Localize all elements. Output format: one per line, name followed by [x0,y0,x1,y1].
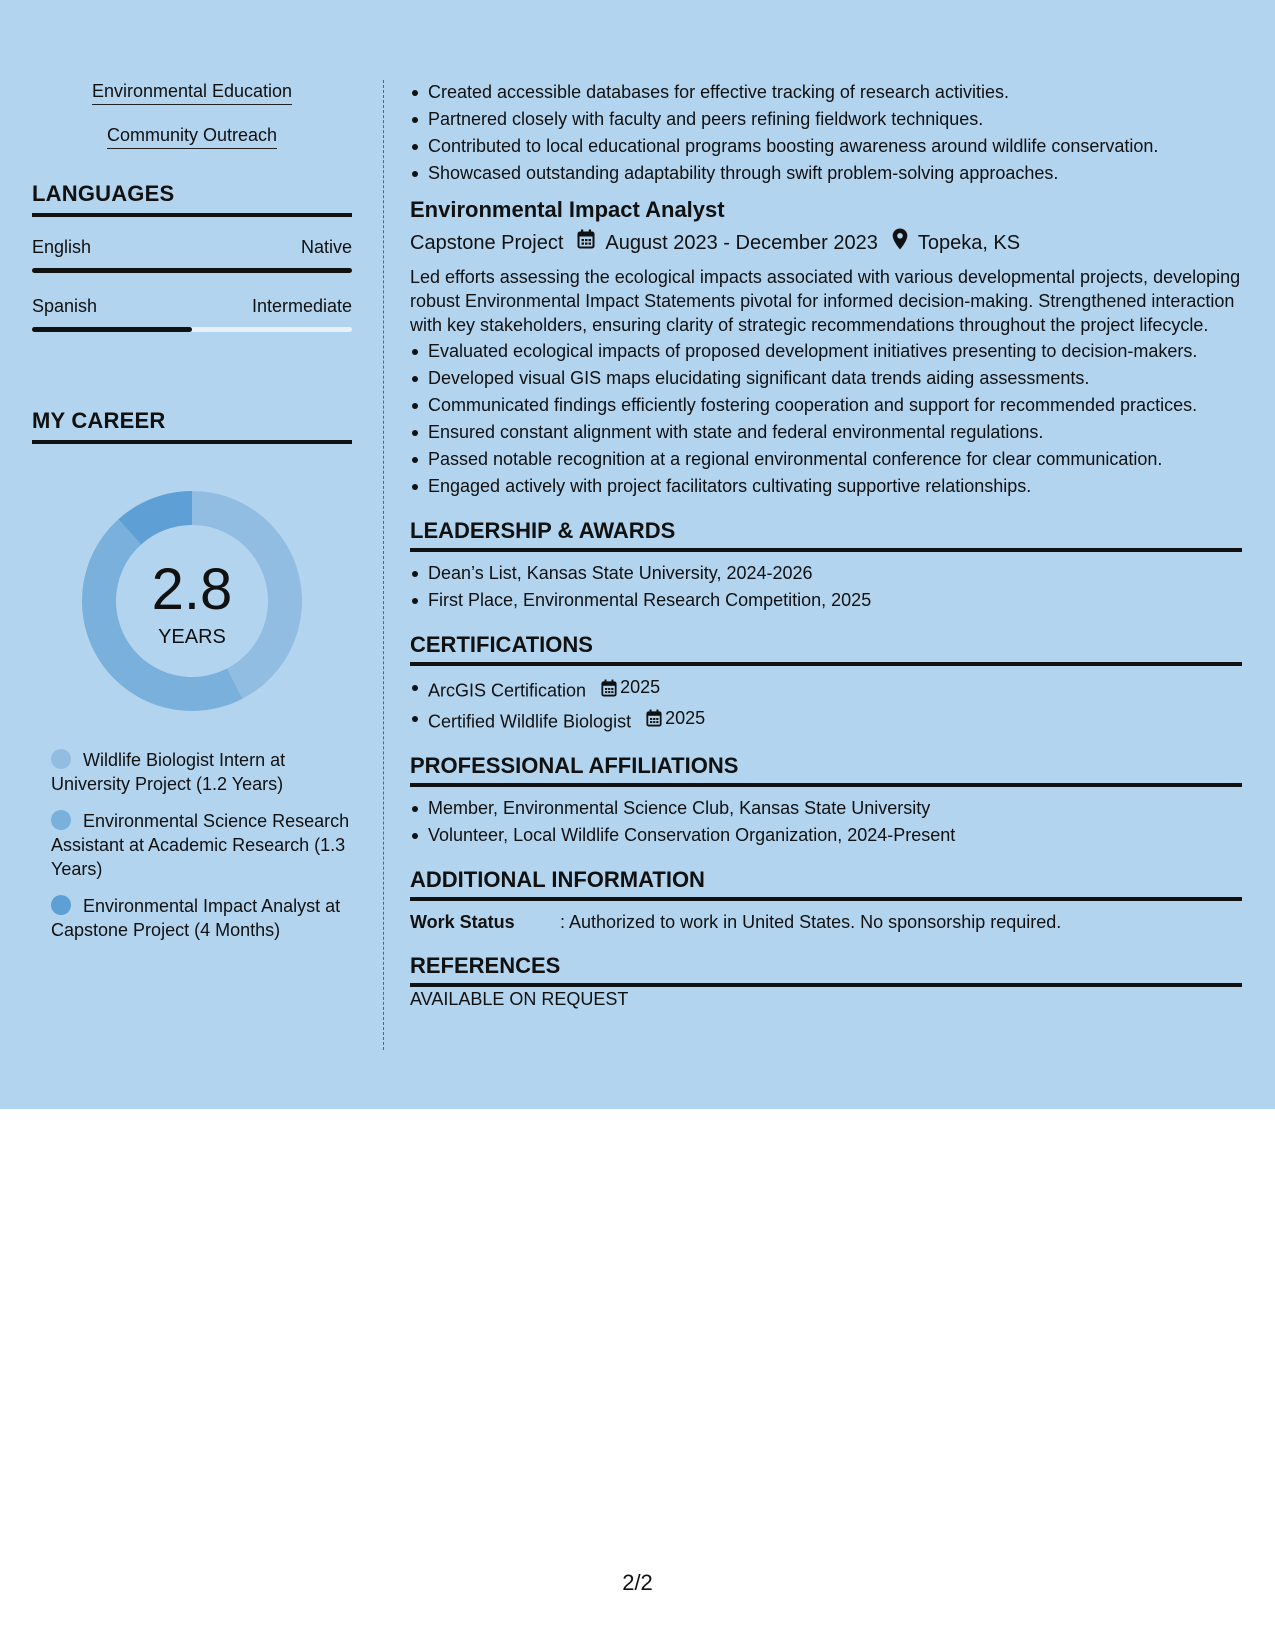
leadership-section [410,517,1242,613]
calendar-icon [577,229,595,256]
language-item [32,237,352,273]
job-description: Led efforts assessing the ecological impacts associated with various developmental projects, developing robust Environmental Impact Statements pivotal for informed decision-making. Strengthened interaction with key stakeholders, ensuring clarity of strategic recommendations throughout the project lifecycle. [410,267,1241,335]
certifications-section [410,631,1242,734]
language-bar-fill [32,327,192,332]
certification-year: 2025 [665,707,706,728]
language-bar [32,268,352,273]
job-title: Environmental Impact Analyst [410,197,725,222]
bullet-item: Ensured constant alignment with state and federal environmental regulations. [410,420,1242,445]
bullet-item: Partnered closely with faculty and peers refining fieldwork techniques. [410,107,1242,132]
languages-section [32,181,352,332]
bullet-item: First Place, Environmental Research Competition, 2025 [410,588,1242,613]
job-dates: August 2023 - December 2023 [605,231,878,254]
bullet-item: Dean’s List, Kansas State University, 2024-2026 [410,561,1242,586]
certification-year: 2025 [620,677,661,697]
job-meta [410,228,1242,257]
bullet-item: Contributed to local educational programs boosting awareness around wildlife conservation. [410,134,1242,159]
bullet-item: Evaluated ecological impacts of proposed development initiatives presenting to decision-makers. [410,339,1242,364]
job-location: Topeka, KS [917,231,1021,254]
language-bar [32,327,352,332]
page-number: 2/2 [622,1570,653,1595]
section-heading: LEADERSHIP & AWARDS [410,517,1242,552]
language-level: Intermediate [251,296,352,316]
bullet-item: Communicated findings efficiently fostering cooperation and support for recommended practices. [410,393,1242,418]
career-heading: MY CAREER [32,408,352,444]
language-level: Native [300,237,352,257]
language-name: Spanish [32,296,98,316]
calendar-icon [601,679,617,697]
bullet-item: Engaged actively with project facilitators cultivating supportive relationships. [410,474,1242,499]
bullet-item: Developed visual GIS maps elucidating significant data trends aiding assessments. [410,366,1242,391]
legend-label: Environmental Science Research Assistant at Academic Research (1.3 Years) [51,811,350,879]
language-name: English [32,237,92,257]
work-status-value: : Authorized to work in United States. No sponsorship required. [560,912,1062,932]
career-donut-chart [79,488,305,714]
legend-swatch [51,749,71,769]
career-unit: YEARS [158,626,226,648]
references-text: AVAILABLE ON REQUEST [410,989,629,1009]
career-section [32,408,352,942]
legend-label: Wildlife Biologist Intern at University Project (1.2 Years) [51,750,286,794]
section-heading: REFERENCES [410,952,1242,987]
certification-name: Certified Wildlife Biologist [428,711,632,731]
language-item [32,296,352,332]
affiliations-section [410,752,1242,848]
work-status-label: Work Status [410,912,515,932]
job-bullets [410,339,1242,499]
location-pin-icon [892,228,908,257]
legend-item [51,748,352,796]
legend-swatch [51,810,71,830]
career-legend [32,748,352,942]
calendar-icon [646,709,662,727]
legend-item [51,894,352,942]
references-section [410,952,1242,1010]
skill-tag: Environmental Education [92,80,292,105]
legend-label: Environmental Impact Analyst at Capstone Project (4 Months) [51,896,341,940]
skill-tag: Community Outreach [107,124,277,149]
certification-name: ArcGIS Certification [428,680,587,701]
bullet-item: Member, Environmental Science Club, Kansas State University [410,796,1242,821]
previous-job-bullets [410,80,1242,186]
career-total: 2.8 [151,557,233,622]
column-divider [383,80,384,1050]
languages-heading: LANGUAGES [32,181,352,217]
job-company: Capstone Project [410,231,564,254]
work-status-row [410,910,1242,934]
bullet-item: Showcased outstanding adaptability through swift problem-solving approaches. [410,161,1242,186]
section-heading: ADDITIONAL INFORMATION [410,866,1242,901]
sidebar [32,80,352,955]
legend-item [51,809,352,881]
legend-swatch [51,895,71,915]
section-heading: CERTIFICATIONS [410,631,1242,666]
language-bar-fill [32,268,352,273]
bullet-item: Created accessible databases for effective tracking of research activities. [410,80,1242,105]
certification-item [410,706,1242,735]
bullet-item: Volunteer, Local Wildlife Conservation Organization, 2024-Present [410,823,1242,848]
additional-info-section [410,866,1242,934]
main-content [410,80,1242,1010]
certification-item [410,675,1242,704]
bullet-item: Passed notable recognition at a regional environmental conference for clear communication. [410,447,1242,472]
job-entry [410,196,1242,499]
section-heading: PROFESSIONAL AFFILIATIONS [410,752,1242,787]
